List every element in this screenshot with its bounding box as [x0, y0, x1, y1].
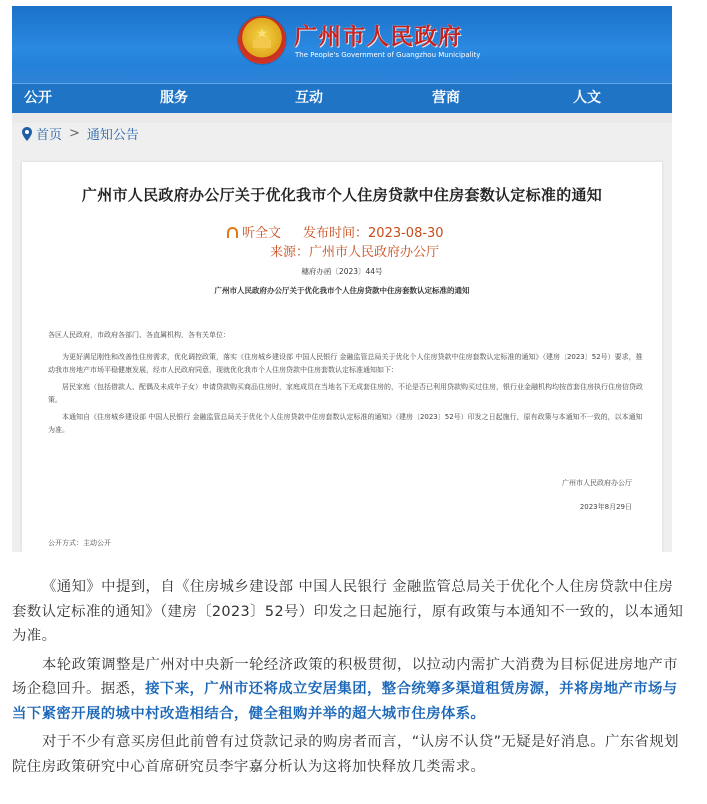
headphone-icon — [227, 227, 238, 238]
nav-item-culture[interactable]: 人文 — [573, 90, 601, 106]
nav-item-open[interactable]: 公开 — [24, 90, 52, 106]
document-salutation: 各区人民政府，市政府各部门、各直属机构，各有关单位： — [48, 331, 230, 339]
publish-date: 2023-08-30 — [368, 226, 444, 241]
main-nav — [12, 83, 672, 113]
article-body — [12, 575, 684, 783]
document-paragraph: 为更好满足刚性和改善性住房需求，优化调控政策，落实《住房城乡建设部 中国人民银行 金融监管总局关于优化个人住房贷款中住房套数认定标准的通知》（建房〔2023〕52号）要求，推动我市房地产市场平稳健康发展，经市人民政府同意，现就优化我市个人住房贷款中住房套数认定标准通知如下： — [48, 353, 643, 374]
document-number: 穗府办函〔2023〕44号 — [301, 267, 383, 276]
publish-label: 发布时间： — [303, 226, 369, 241]
breadcrumb-current[interactable]: 通知公告 — [86, 128, 139, 143]
nav-divider — [12, 113, 672, 123]
listen-button[interactable] — [227, 226, 281, 241]
site-subtitle: The People's Government of Guangzhou Municipality — [295, 51, 481, 59]
site-title[interactable]: 广州市人民政府 — [294, 23, 462, 50]
document-title: 广州市人民政府办公厅关于优化我市个人住房贷款中住房套数认定标准的通知 — [81, 186, 603, 204]
document-subtitle: 广州市人民政府办公厅关于优化我市个人住房贷款中住房套数认定标准的通知 — [214, 286, 470, 295]
article-paragraph: 《通知》中提到，自《住房城乡建设部 中国人民银行 金融监管总局关于优化个人住房贷款中住房套数认定标准的通知》（建房〔2023〕52号）印发之日起施行，原有政策与本通知不一致的，以本通知为准。 — [12, 579, 684, 644]
national-emblem-icon — [238, 16, 286, 64]
signing-organization: 广州市人民政府办公厅 — [562, 479, 632, 487]
document-meta-row — [227, 222, 444, 241]
gov-site-header — [12, 6, 672, 83]
article-highlight: 接下来，广州市还将成立安居集团，整合统筹多渠道租赁房源，并将房地产市场与当下紧密开展的城中村改造相结合，健全租购并举的超大城市住房体系。 — [12, 681, 678, 722]
document-source-row — [270, 241, 439, 260]
source-value: 广州市人民政府办公厅 — [309, 245, 440, 260]
breadcrumb — [22, 124, 139, 143]
listen-label: 听全文 — [242, 226, 282, 241]
breadcrumb-separator: > — [69, 126, 80, 141]
article-paragraph: 对于不少有意买房但此前曾有过贷款记录的购房者而言，“认房不认贷”无疑是好消息。广东省规划院住房政策研究中心首席研究员李宇嘉分析认为这将加快释放几类需求。 — [12, 734, 679, 775]
nav-item-service[interactable]: 服务 — [160, 90, 188, 106]
document-body — [48, 329, 648, 441]
document-card — [22, 162, 662, 552]
location-pin-icon — [22, 127, 32, 141]
nav-item-business[interactable]: 营商 — [432, 90, 460, 106]
source-label: 来源： — [270, 245, 310, 260]
document-paragraph: 居民家庭（包括借款人、配偶及未成年子女）申请贷款购买商品住房时，家庭成员在当地名下无成套住房的，不论是否已利用贷款购买过住房，银行业金融机构均按首套住房执行住房信贷政策。 — [48, 383, 643, 404]
public-mode: 公开方式：主动公开 — [48, 539, 111, 547]
signing-date: 2023年8月29日 — [579, 503, 632, 511]
nav-item-interact[interactable]: 互动 — [295, 90, 323, 106]
document-paragraph: 本通知自《住房城乡建设部 中国人民银行 金融监管总局关于优化个人住房贷款中住房套数认定标准的通知》（建房〔2023〕52号）印发之日起施行，原有政策与本通知不一致的，以本通知为准。 — [48, 413, 643, 434]
article-paragraph — [12, 653, 684, 727]
breadcrumb-home[interactable]: 首页 — [36, 128, 63, 143]
screenshot-frame — [12, 6, 672, 552]
article-text: 本轮政策调整是广州对中央新一轮经济政策的积极贯彻，以拉动内需扩大消费为目标促进房地产市场企稳回升。据悉， — [12, 656, 678, 697]
